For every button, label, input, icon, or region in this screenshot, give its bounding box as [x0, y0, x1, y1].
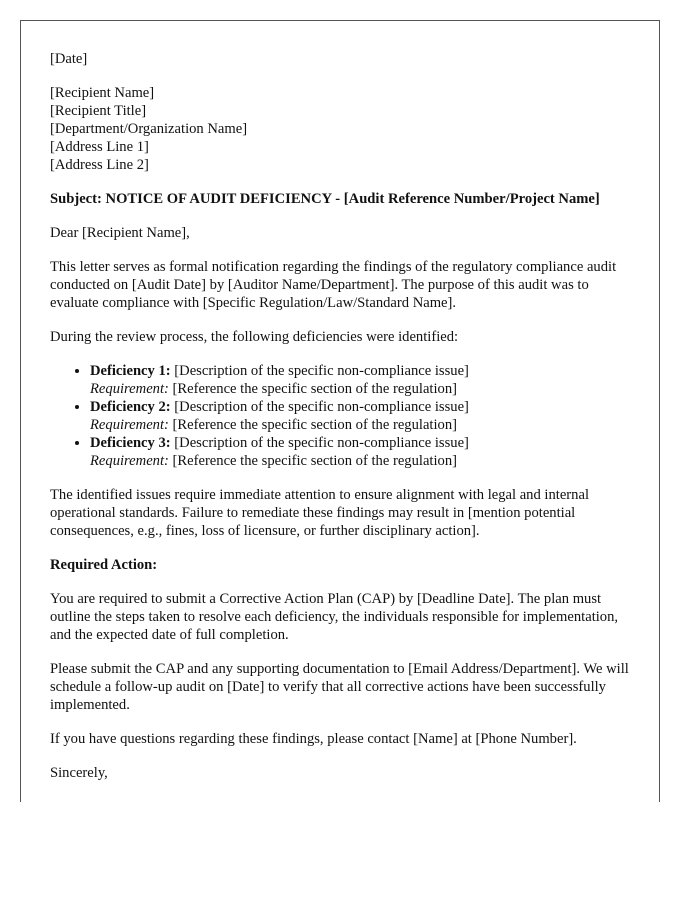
letter-date: [Date]	[50, 51, 88, 67]
deficiency-description: [Description of the specific non-compliance issue]	[170, 435, 469, 451]
requirement-text: [Reference the specific section of the regulation]	[168, 453, 457, 469]
deficiencies-intro: During the review process, the following deficiencies were identified:	[50, 329, 459, 345]
deficiency-list	[50, 362, 635, 470]
closing: Sincerely,	[50, 765, 108, 781]
submission-paragraph: Please submit the CAP and any supporting documentation to [Email Address/Department]. We will schedule a follow-up audit on [Date] to verify that all corrective actions have been successfully implemented.	[50, 661, 629, 713]
salutation: Dear [Recipient Name],	[50, 225, 190, 241]
deficiency-item	[90, 362, 635, 398]
requirement-text: [Reference the specific section of the regulation]	[168, 381, 457, 397]
letter-body	[50, 50, 635, 798]
deficiency-label: Deficiency 2:	[90, 399, 171, 415]
deficiency-description: [Description of the specific non-compliance issue]	[170, 363, 469, 379]
recipient-address-line-2: [Address Line 2]	[50, 157, 149, 173]
intro-paragraph: This letter serves as formal notification regarding the findings of the regulatory compliance audit conducted on [Audit Date] by [Auditor Name/Department]. The purpose of this audit was to evaluate compliance with [Specific Regulation/Law/Standard Name].	[50, 259, 617, 311]
requirement-label: Requirement:	[90, 417, 169, 433]
deficiency-item	[90, 398, 635, 434]
deficiency-description: [Description of the specific non-compliance issue]	[170, 399, 469, 415]
deficiency-label: Deficiency 1:	[90, 363, 171, 379]
required-action-heading: Required Action:	[50, 557, 158, 573]
recipient-organization: [Department/Organization Name]	[50, 121, 248, 137]
requirement-label: Requirement:	[90, 453, 169, 469]
consequences-paragraph: The identified issues require immediate attention to ensure alignment with legal and internal operational standards. Failure to remediate these findings may result in [mention potential consequences, e.g., fines, loss of licensure, or further disciplinary action].	[50, 487, 589, 539]
contact-paragraph: If you have questions regarding these findings, please contact [Name] at [Phone Number].	[50, 731, 577, 747]
required-action-paragraph: You are required to submit a Corrective Action Plan (CAP) by [Deadline Date]. The plan must outline the steps taken to resolve each deficiency, the individuals responsible for implementation, and the expected date of full completion.	[50, 591, 619, 643]
deficiency-item	[90, 434, 635, 470]
recipient-title: [Recipient Title]	[50, 103, 147, 119]
requirement-text: [Reference the specific section of the regulation]	[168, 417, 457, 433]
recipient-address-line-1: [Address Line 1]	[50, 139, 149, 155]
recipient-address-block	[50, 84, 635, 174]
subject-line: Subject: NOTICE OF AUDIT DEFICIENCY - [Audit Reference Number/Project Name]	[50, 191, 600, 207]
requirement-label: Requirement:	[90, 381, 169, 397]
letter-page	[20, 20, 660, 802]
recipient-name: [Recipient Name]	[50, 85, 155, 101]
deficiency-label: Deficiency 3:	[90, 435, 171, 451]
